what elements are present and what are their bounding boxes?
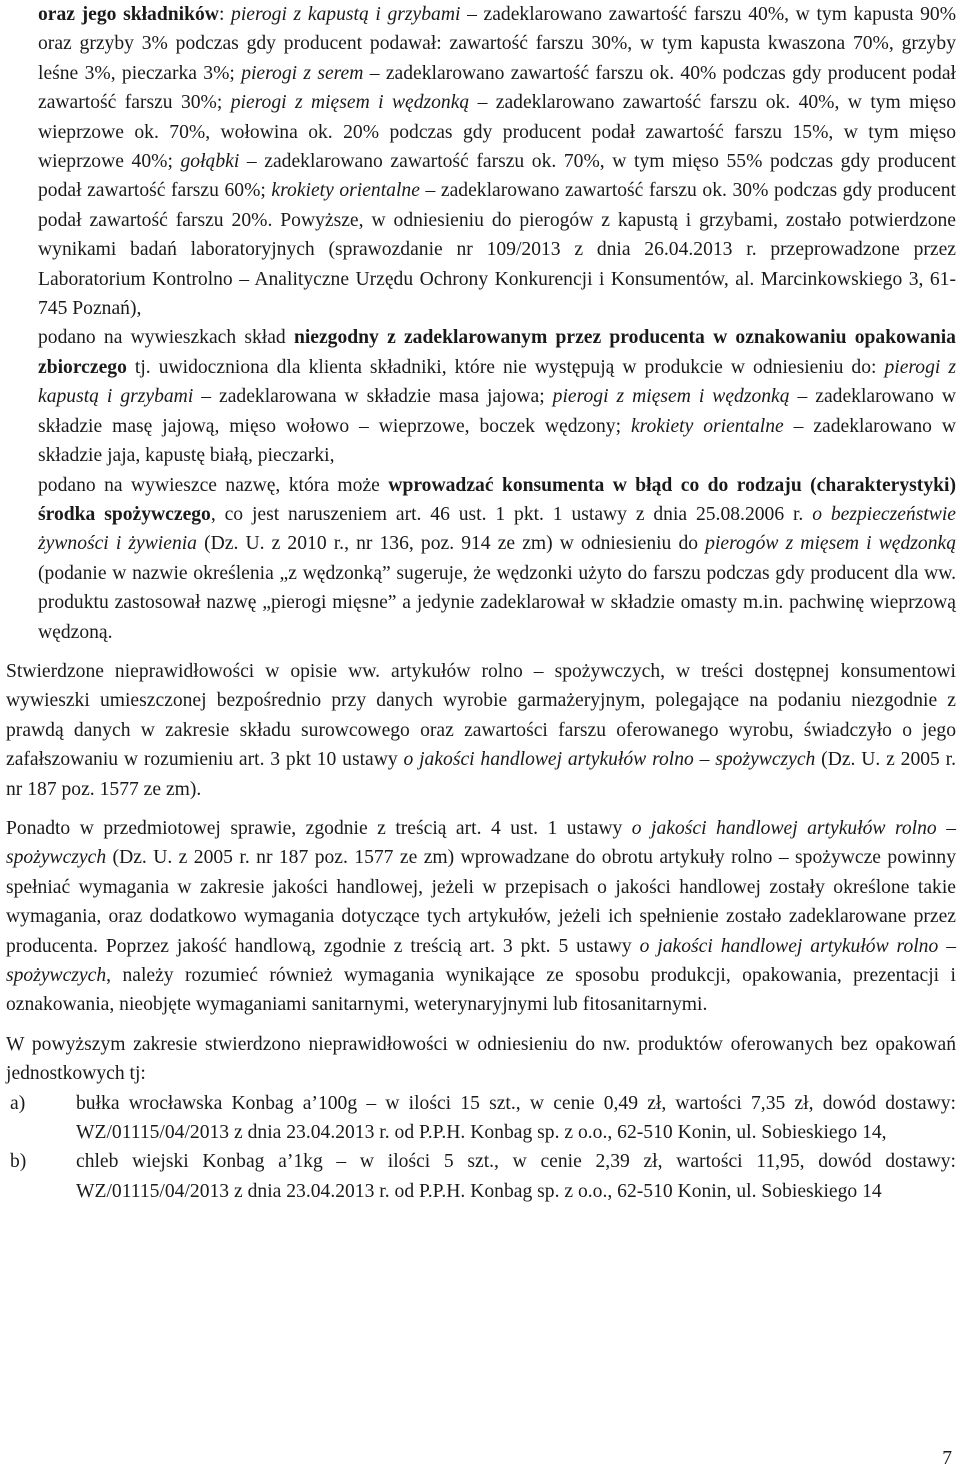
product-name: gołąbki	[180, 151, 240, 173]
list-item-b	[6, 1147, 956, 1206]
text-run: Ponadto w przedmiotowej sprawie, zgodnie z treścią art. 4 ust. 1 ustawy	[6, 817, 632, 839]
product-name: krokiety orientalne	[630, 415, 784, 437]
product-name: pierogi z mięsem i wędzonką	[552, 386, 790, 408]
paragraph-commercial-quality	[6, 814, 956, 1020]
text-run: :	[218, 4, 232, 25]
bold-phrase: niezgodny z zadeklarowanym przez producenta w oznakowaniu opakowania zbiorczego	[38, 327, 956, 378]
page-number: 7	[942, 1448, 952, 1469]
list-marker: b)	[10, 1151, 27, 1173]
product-name: pierogów z mięsem i wędzonką	[705, 533, 957, 555]
list-item-text: chleb wiejski Konbag a’1kg – w ilości 5 szt., w cenie 2,39 zł, wartości 11,95, dowód dostawy: WZ/01115/04/2013 z dnia 23.04.2013 r. od P.P.H. Konbag sp. z o.o., 62-510 Konin, ul. Sobieskiego 14	[76, 1151, 956, 1202]
text-run: – zadeklarowano zawartość farszu ok. 40%, w tym mięso wieprzowe ok. 70%, wołowina ok. 20% podczas gdy producent podał zawartość farszu 15%, w tym mięso wieprzowe 40%;	[38, 92, 956, 173]
paragraph-filling-content	[38, 0, 956, 323]
text-run: podano na wywieszce nazwę, która może	[38, 474, 389, 496]
text-run: – zadeklarowano zawartość farszu 40%, w tym kapusta 90% oraz grzyby 3% podczas gdy producent podawał: zawartość farszu 30%, w tym kapusta kwaszona 70%, grzyby leśne 3%, pieczarka 3%;	[38, 4, 957, 84]
product-name: pierogi z kapustą i grzybami	[38, 356, 956, 408]
text-run: (podanie w nazwie określenia „z wędzonką” sugeruje, że wędzonki użyto do farszu podczas gdy producent dla ww. produktu zastosował nazwę „pierogi mięsne” a jedynie zadeklarował w składzie omasty m.in. pachwinę wieprzową wędzoną.	[38, 562, 956, 643]
text-run: – zadeklarowana w składzie masa jajowa;	[193, 386, 553, 408]
text-run: tj. uwidoczniona dla klienta składniki, które nie występują w produkcie w odniesieniu do:	[126, 356, 885, 378]
paragraph-composition	[38, 323, 956, 470]
list-item-text: bułka wrocławska Konbag a’100g – w ilości 15 szt., w cenie 0,49 zł, wartości 7,35 zł, dowód dostawy: WZ/01115/04/2013 z dnia 23.04.2013 r. od P.P.H. Konbag sp. z o.o., 62-510 Konin, ul. Sobieskiego 14,	[76, 1092, 956, 1144]
paragraph-products-intro	[6, 1030, 956, 1089]
product-name: pierogi z mięsem i wędzonką	[230, 92, 470, 114]
law-title: o jakości handlowej artykułów rolno – spożywczych	[6, 935, 956, 986]
text-run: W powyższym zakresie stwierdzono nieprawidłowości w odniesieniu do nw. produktów oferowanych bez opakowań jednostkowych tj:	[6, 1033, 956, 1085]
paragraph-misleading-name	[38, 471, 956, 647]
text-run: – zadeklarowano zawartość farszu ok. 40% podczas gdy producent podał zawartość farszu 30%;	[38, 62, 956, 114]
findings-block	[6, 0, 956, 647]
text-run: (Dz. U. z 2005 r. nr 187 poz. 1577 ze zm).	[6, 749, 956, 800]
product-name: krokiety orientalne	[271, 180, 420, 202]
law-title: o bezpieczeństwie żywności i żywienia	[38, 503, 956, 555]
document-page	[6, 0, 956, 1206]
law-title: o jakości handlowej artykułów rolno – spożywczych	[6, 817, 956, 869]
text-run: (Dz. U. z 2010 r., nr 136, poz. 914 ze zm) w odniesieniu do	[196, 533, 706, 555]
paragraph-irregularities	[6, 657, 956, 804]
text-run: (Dz. U. z 2005 r. nr 187 poz. 1577 ze zm) wprowadzane do obrotu artykuły rolno – spożywcze powinny spełniać wymagania w zakresie jakości handlowej, jeżeli w przepisach o jakości handlowej zostały określone takie wymagania, oraz dodatkowo wymagania dotyczące tych artykułów, jeżeli ich spełnienie zostało zadeklarowane przez producenta. Poprzez jakość handlową, zgodnie z treścią art. 3 pkt. 5 ustawy	[6, 847, 956, 957]
list-marker: a)	[10, 1092, 26, 1114]
text-run: podano na wywieszkach skład	[38, 327, 294, 349]
text-run: – zadeklarowano zawartość farszu ok. 70%, w tym mięso 55% podczas gdy producent podał zawartość farszu 60%;	[38, 151, 956, 202]
product-name: pierogi z kapustą i grzybami	[231, 4, 461, 25]
text-run: – zadeklarowano w składzie jaja, kapustę białą, pieczarki,	[38, 415, 956, 467]
text-run: , co jest naruszeniem art. 46 ust. 1 pkt. 1 ustawy z dnia 25.08.2006 r.	[210, 503, 813, 525]
text-run: , należy rozumieć również wymagania wynikające ze sposobu produkcji, opakowania, prezentacji i oznakowania, nieobjęte wymaganiami sanitarnymi, weterynaryjnymi lub fitosanitarnymi.	[6, 965, 956, 1016]
product-name: pierogi z serem	[241, 62, 364, 84]
bold-phrase: oraz jego składników	[38, 4, 219, 25]
text-run: Stwierdzone nieprawidłowości w opisie ww. artykułów rolno – spożywczych, w treści dostępnej konsumentowi wywieszki umieszczonej bezpośrednio przy danych wyrobie garmażeryjnym, polegające na podaniu niezgodnie z prawdą danych w zakresie składu surowcowego oraz zawartości farszu oferowanego wyrobu, świadczyło o jego zafałszowaniu w rozumieniu art. 3 pkt 10 ustawy	[6, 660, 956, 771]
bold-phrase: wprowadzać konsumenta w błąd co do rodzaju (charakterystyki) środka spożywczego	[38, 474, 956, 525]
law-title: o jakości handlowej artykułów rolno – spożywczych	[403, 749, 816, 771]
list-item-a	[6, 1089, 956, 1148]
text-run: – zadeklarowano zawartość farszu ok. 30% podczas gdy producent podał zawartość farszu 20%. Powyższe, w odniesieniu do pierogów z kapustą i grzybami, zostało potwierdzone wynikami badań laboratoryjnych (sprawozdanie nr 109/2013 z dnia 26.04.2013 r. przeprowadzone przez Laboratorium Kontrolno – Analityczne Urzędu Ochrony Konkurencji i Konsumentów, al. Marcinkowskiego 3, 61-745 Poznań),	[38, 180, 956, 320]
text-run: – zadeklarowano w składzie masę jajową, mięso wołowo – wieprzowe, boczek wędzony;	[38, 386, 957, 437]
